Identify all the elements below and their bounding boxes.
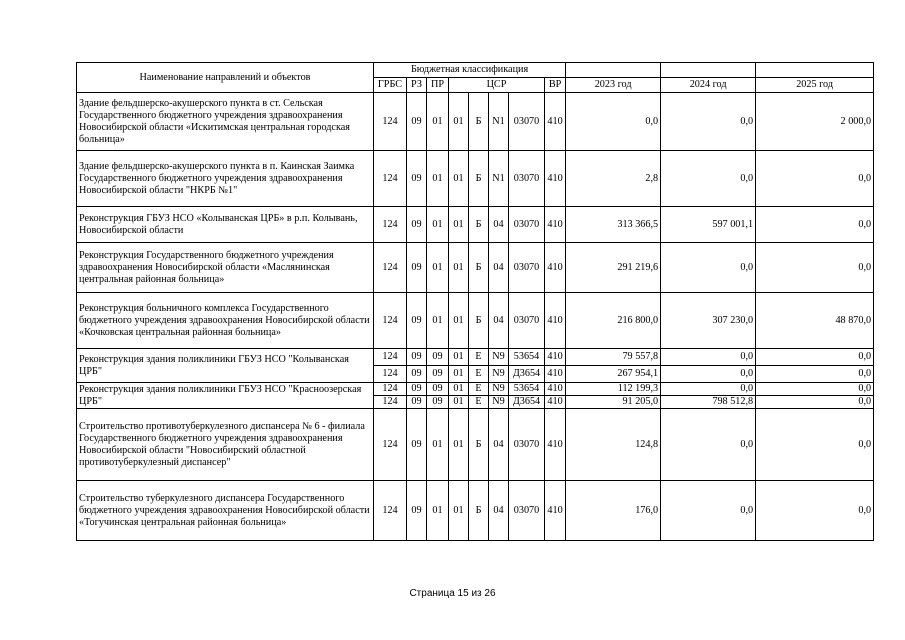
- cell-rz: 09: [407, 481, 427, 541]
- object-name-cell: Реконструкция здания поликлиники ГБУЗ НСО "Красноозерская ЦРБ": [77, 383, 374, 409]
- cell-c3: N1: [489, 93, 509, 151]
- header-empty-2025: [756, 63, 874, 78]
- cell-grbs: 124: [374, 366, 407, 383]
- cell-pr: 01: [427, 293, 449, 349]
- header-vr: ВР: [545, 78, 566, 93]
- table-row: [77, 207, 874, 243]
- cell-grbs: 124: [374, 93, 407, 151]
- cell-c2: Б: [469, 481, 489, 541]
- header-grbs: ГРБС: [374, 78, 407, 93]
- cell-grbs: 124: [374, 349, 407, 366]
- cell-vr: 410: [545, 293, 566, 349]
- object-name-cell: Реконструкция ГБУЗ НСО «Колыванская ЦРБ» в р.п. Колывань, Новосибирской области: [77, 207, 374, 243]
- cell-c3: 04: [489, 293, 509, 349]
- cell-pr: 01: [427, 207, 449, 243]
- cell-c4: Д3654: [509, 366, 545, 383]
- cell-c3: N9: [489, 349, 509, 366]
- object-name-cell: Реконструкция здания поликлиники ГБУЗ НСО "Колыванская ЦРБ": [77, 349, 374, 383]
- cell-c1: 01: [449, 151, 469, 207]
- cell-c3: N1: [489, 151, 509, 207]
- cell-y2024: 307 230,0: [661, 293, 756, 349]
- table-row: [77, 293, 874, 349]
- cell-c2: Б: [469, 409, 489, 481]
- cell-y2025: 48 870,0: [756, 293, 874, 349]
- table-row: [77, 383, 874, 396]
- cell-c3: 04: [489, 207, 509, 243]
- cell-grbs: 124: [374, 409, 407, 481]
- cell-grbs: 124: [374, 293, 407, 349]
- cell-grbs: 124: [374, 383, 407, 396]
- cell-y2024: 0,0: [661, 93, 756, 151]
- cell-grbs: 124: [374, 481, 407, 541]
- cell-rz: 09: [407, 151, 427, 207]
- cell-c4: 03070: [509, 151, 545, 207]
- cell-y2023: 124,8: [566, 409, 661, 481]
- cell-y2024: 0,0: [661, 349, 756, 366]
- cell-y2025: 0,0: [756, 207, 874, 243]
- cell-pr: 01: [427, 93, 449, 151]
- cell-c3: 04: [489, 481, 509, 541]
- cell-y2023: 112 199,3: [566, 383, 661, 396]
- budget-table: [76, 62, 874, 541]
- cell-y2023: 291 219,6: [566, 243, 661, 293]
- header-2023: 2023 год: [566, 78, 661, 93]
- object-name-cell: Строительство туберкулезного диспансера Государственного бюджетного учреждения здравоохранения Новосибирской области «Тогучинская центральная районная больница»: [77, 481, 374, 541]
- cell-c4: 53654: [509, 349, 545, 366]
- cell-c4: 03070: [509, 409, 545, 481]
- cell-c4: 03070: [509, 481, 545, 541]
- table-row: [77, 151, 874, 207]
- cell-c1: 01: [449, 293, 469, 349]
- cell-vr: 410: [545, 481, 566, 541]
- cell-c4: 03070: [509, 93, 545, 151]
- cell-c1: 01: [449, 383, 469, 396]
- object-name-cell: Реконструкция больничного комплекса Государственного бюджетного учреждения здравоохранения Новосибирской области «Кочковская центральная районная больница»: [77, 293, 374, 349]
- cell-rz: 09: [407, 293, 427, 349]
- cell-rz: 09: [407, 396, 427, 409]
- object-name-cell: Строительство противотуберкулезного диспансера № 6 - филиала Государственного бюджетного учреждения здравоохранения Новосибирской области "Новосибирский областной противотуберкулезный диспансер": [77, 409, 374, 481]
- cell-y2023: 79 557,8: [566, 349, 661, 366]
- header-2024: 2024 год: [661, 78, 756, 93]
- cell-c1: 01: [449, 366, 469, 383]
- header-name: Наименование направлений и объектов: [77, 63, 374, 93]
- cell-c4: 03070: [509, 293, 545, 349]
- cell-y2023: 91 205,0: [566, 396, 661, 409]
- table-row: [77, 349, 874, 366]
- object-name-cell: Здание фельдшерско-акушерского пункта в п. Каинская Заимка Государственного бюджетного учреждения здравоохранения Новосибирской области "НКРБ №1": [77, 151, 374, 207]
- cell-c3: N9: [489, 366, 509, 383]
- cell-vr: 410: [545, 409, 566, 481]
- cell-pr: 09: [427, 396, 449, 409]
- page-number: Страница 15 из 26: [409, 588, 496, 599]
- cell-pr: 01: [427, 409, 449, 481]
- table-row: [77, 93, 874, 151]
- cell-rz: 09: [407, 243, 427, 293]
- cell-c2: Б: [469, 207, 489, 243]
- cell-c2: Е: [469, 349, 489, 366]
- cell-vr: 410: [545, 207, 566, 243]
- cell-y2024: 798 512,8: [661, 396, 756, 409]
- cell-grbs: 124: [374, 243, 407, 293]
- table-row: [77, 243, 874, 293]
- cell-rz: 09: [407, 383, 427, 396]
- cell-c2: Б: [469, 293, 489, 349]
- cell-c2: Б: [469, 243, 489, 293]
- cell-y2025: 0,0: [756, 366, 874, 383]
- cell-y2025: 0,0: [756, 349, 874, 366]
- header-budget-classification: Бюджетная классификация: [374, 63, 566, 78]
- cell-c1: 01: [449, 243, 469, 293]
- cell-y2025: 0,0: [756, 481, 874, 541]
- cell-y2023: 176,0: [566, 481, 661, 541]
- cell-c3: N9: [489, 396, 509, 409]
- cell-pr: 09: [427, 349, 449, 366]
- cell-pr: 01: [427, 243, 449, 293]
- cell-c4: 03070: [509, 207, 545, 243]
- cell-y2025: 0,0: [756, 396, 874, 409]
- cell-rz: 09: [407, 409, 427, 481]
- table-header: [77, 63, 874, 93]
- cell-c1: 01: [449, 396, 469, 409]
- cell-c1: 01: [449, 93, 469, 151]
- cell-y2024: 0,0: [661, 481, 756, 541]
- cell-c3: N9: [489, 383, 509, 396]
- cell-c3: 04: [489, 243, 509, 293]
- cell-grbs: 124: [374, 396, 407, 409]
- cell-y2025: 0,0: [756, 409, 874, 481]
- table-body: [77, 93, 874, 541]
- header-2025: 2025 год: [756, 78, 874, 93]
- cell-pr: 09: [427, 383, 449, 396]
- cell-y2023: 313 366,5: [566, 207, 661, 243]
- cell-y2024: 597 001,1: [661, 207, 756, 243]
- cell-grbs: 124: [374, 151, 407, 207]
- cell-y2025: 0,0: [756, 243, 874, 293]
- cell-pr: 01: [427, 151, 449, 207]
- table-row: [77, 409, 874, 481]
- cell-pr: 09: [427, 366, 449, 383]
- cell-y2024: 0,0: [661, 383, 756, 396]
- cell-c4: Д3654: [509, 396, 545, 409]
- cell-grbs: 124: [374, 207, 407, 243]
- cell-c1: 01: [449, 481, 469, 541]
- object-name-cell: Реконструкция Государственного бюджетного учреждения здравоохранения Новосибирской области «Маслянинская центральная районная больница»: [77, 243, 374, 293]
- object-name-cell: Здание фельдшерско-акушерского пункта в ст. Сельская Государственного бюджетного учреждения здравоохранения Новосибирской области «Искитимская центральная городская больница»: [77, 93, 374, 151]
- cell-vr: 410: [545, 383, 566, 396]
- cell-y2025: 0,0: [756, 151, 874, 207]
- cell-y2024: 0,0: [661, 151, 756, 207]
- header-empty-2024: [661, 63, 756, 78]
- cell-c2: Е: [469, 383, 489, 396]
- cell-c2: Б: [469, 151, 489, 207]
- cell-c1: 01: [449, 349, 469, 366]
- cell-vr: 410: [545, 93, 566, 151]
- cell-pr: 01: [427, 481, 449, 541]
- cell-y2023: 267 954,1: [566, 366, 661, 383]
- cell-c2: Б: [469, 93, 489, 151]
- cell-y2024: 0,0: [661, 409, 756, 481]
- cell-y2023: 0,0: [566, 93, 661, 151]
- cell-c2: Е: [469, 396, 489, 409]
- cell-vr: 410: [545, 366, 566, 383]
- cell-c4: 53654: [509, 383, 545, 396]
- table-row: [77, 481, 874, 541]
- cell-c3: 04: [489, 409, 509, 481]
- cell-c1: 01: [449, 207, 469, 243]
- cell-rz: 09: [407, 349, 427, 366]
- cell-rz: 09: [407, 93, 427, 151]
- cell-c2: Е: [469, 366, 489, 383]
- cell-vr: 410: [545, 349, 566, 366]
- cell-y2023: 216 800,0: [566, 293, 661, 349]
- cell-y2024: 0,0: [661, 243, 756, 293]
- cell-vr: 410: [545, 243, 566, 293]
- header-pr: ПР: [427, 78, 449, 93]
- cell-y2025: 2 000,0: [756, 93, 874, 151]
- cell-c1: 01: [449, 409, 469, 481]
- cell-y2025: 0,0: [756, 383, 874, 396]
- cell-c4: 03070: [509, 243, 545, 293]
- cell-rz: 09: [407, 366, 427, 383]
- cell-vr: 410: [545, 151, 566, 207]
- cell-y2024: 0,0: [661, 366, 756, 383]
- header-empty-2023: [566, 63, 661, 78]
- cell-rz: 09: [407, 207, 427, 243]
- cell-y2023: 2,8: [566, 151, 661, 207]
- cell-vr: 410: [545, 396, 566, 409]
- header-rz: РЗ: [407, 78, 427, 93]
- header-csr: ЦСР: [449, 78, 545, 93]
